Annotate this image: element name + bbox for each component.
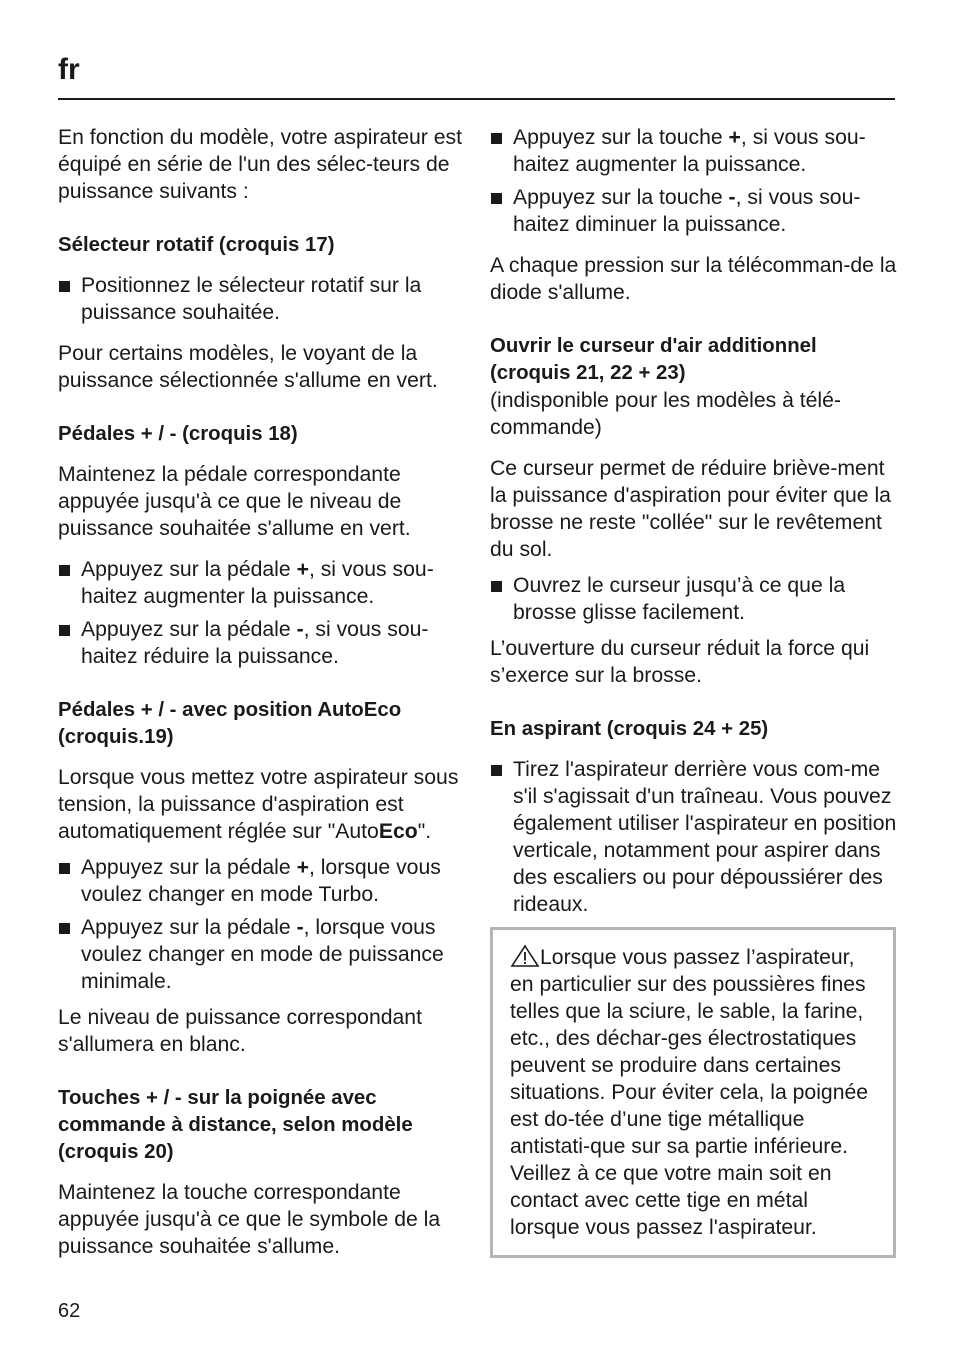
bullet-text: Appuyez sur la pédale [81,916,297,939]
paragraph: L’ouverture du curseur réduit la force qui s’exerce sur la brosse. [490,637,870,687]
bullet-text: Appuyez sur la pédale [81,558,297,581]
list-item [58,854,468,908]
paragraph-text: Lorsque vous mettez votre aspirateur sous tension, la puissance d'aspiration est automatiquement réglée sur "Auto [58,766,459,843]
list-item [58,616,468,670]
warning-box [490,927,896,1258]
minus-key: - [728,186,736,209]
language-label: fr [58,53,80,86]
section-heading-autoeco: Pédales + / - avec position AutoEco (croquis.19) [58,699,402,748]
section-heading-vacuuming: En aspirant (croquis 24 + 25) [490,718,769,740]
section-heading-remote: Touches + / - sur la poignée avec commande à distance, selon modèle (croquis 20) [58,1087,413,1163]
list-item [490,124,902,178]
bullet-text: Ouvrez le curseur jusqu’à ce que la brosse glisse facilement. [513,574,846,624]
bullet-text: , si vous sou-haitez augmenter la puissance. [81,558,434,608]
list-item [58,556,468,610]
bullet-text: , lorsque vous voulez changer en mode de puissance minimale. [81,916,444,993]
section-heading-rotary: Sélecteur rotatif (croquis 17) [58,234,335,256]
bullet-text: , si vous sou-haitez augmenter la puissance. [513,126,866,176]
plus-key: + [728,126,741,149]
warning-text: Lorsque vous passez l’aspirateur, en particulier sur des poussières fines telles que la sciure, le sable, la farine, etc., des déchar-ges électrostatiques peuvent se produire dans certaines situations. Pour éviter cela, la poignée est do-tée d’une tige métallique antistati-que sur sa partie inférieure. Veillez à ce que votre main soit en contact avec cette tige en métal lorsque vous passez l'aspirateur. [510,946,869,1239]
list-item [490,572,902,626]
paragraph: Maintenez la pédale correspondante appuyée jusqu'à ce que le niveau de puissance souhaitée s'allume en vert. [58,463,411,540]
paragraph: (indisponible pour les modèles à télé-commande) [490,389,841,439]
section-heading-air-slider: Ouvrir le curseur d'air additionnel (croquis 21, 22 + 23) [490,335,817,384]
warning-triangle-icon [510,944,540,967]
paragraph: Le niveau de puissance correspondant s'allumera en blanc. [58,1006,422,1056]
minus-key: - [296,618,304,641]
bullet-text: Appuyez sur la touche [513,126,729,149]
intro-paragraph: En fonction du modèle, votre aspirateur est équipé en série de l'un des sélec-teurs de puissance suivants : [58,126,462,203]
bullet-text: Tirez l'aspirateur derrière vous com-me s'il s'agissait d'un traîneau. Vous pouvez également utiliser l'aspirateur en position verticale, notamment pour aspirer dans des escaliers ou pour dépoussiérer des rideaux. [513,758,897,916]
bullet-text: Positionnez le sélecteur rotatif sur la puissance souhaitée. [81,274,422,324]
bullet-text: , si vous sou-haitez diminuer la puissance. [513,186,861,236]
header-rule [58,98,895,100]
paragraph: Pour certains modèles, le voyant de la puissance sélectionnée s'allume en vert. [58,342,438,392]
right-column [490,124,902,1258]
bullet-text: Appuyez sur la touche [513,186,729,209]
plus-key: + [296,856,309,879]
bullet-text: Appuyez sur la pédale [81,856,297,879]
bullet-text: , si vous sou-haitez réduire la puissance. [81,618,429,668]
paragraph: Maintenez la touche correspondante appuyée jusqu'à ce que le symbole de la puissance souhaitée s'allume. [58,1181,441,1258]
paragraph-text: ". [417,820,432,843]
left-column [58,124,468,1274]
paragraph: A chaque pression sur la télécomman-de la diode s'allume. [490,254,897,304]
page-number: 62 [58,1300,81,1322]
list-item [490,184,902,238]
list-item [58,272,468,326]
list-item [58,914,468,995]
minus-key: - [296,916,304,939]
plus-key: + [296,558,309,581]
eco-label: Eco [378,820,418,843]
paragraph: Ce curseur permet de réduire briève-ment la puissance d'aspiration pour éviter que la brosse ne reste "collée" sur le revêtement du sol. [490,457,891,561]
section-heading-pedals: Pédales + / - (croquis 18) [58,423,298,445]
paragraph [58,764,468,845]
bullet-text: Appuyez sur la pédale [81,618,297,641]
bullet-text: , lorsque vous voulez changer en mode Turbo. [81,856,441,906]
list-item [490,756,902,918]
